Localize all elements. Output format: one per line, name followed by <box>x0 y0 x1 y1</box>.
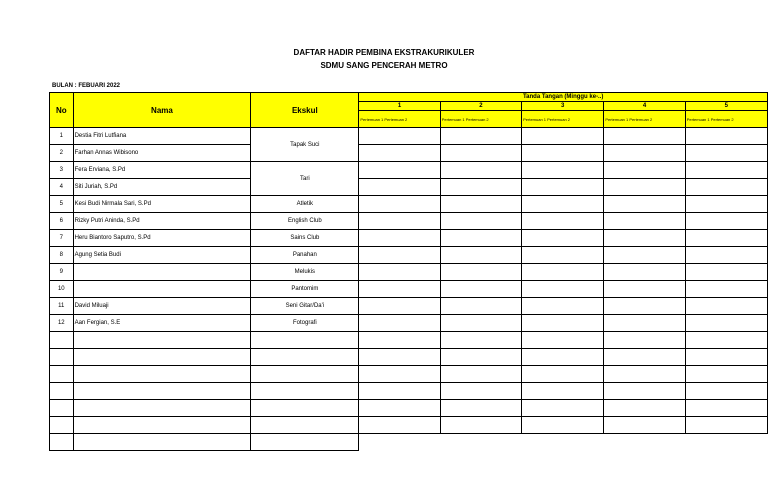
signature-cell-week-4[interactable] <box>604 196 685 213</box>
signature-cell-week-1[interactable] <box>359 315 440 332</box>
signature-cell-week-1[interactable] <box>359 264 440 281</box>
attendance-table <box>49 92 768 451</box>
signature-cell-week-3[interactable] <box>522 298 604 315</box>
table-row <box>50 162 768 179</box>
signature-cell-week-3[interactable] <box>522 247 604 264</box>
row-nama <box>73 349 251 366</box>
signature-cell-week-4[interactable] <box>604 298 685 315</box>
signature-cell-week-2[interactable] <box>440 213 521 230</box>
row-nama: Agung Setia Budi <box>73 247 251 264</box>
signature-cell-week-3[interactable] <box>522 315 604 332</box>
signature-cell-week-2[interactable] <box>440 366 521 383</box>
signature-cell-week-4[interactable] <box>604 332 685 349</box>
row-number: 7 <box>50 230 74 247</box>
signature-cell-week-1[interactable] <box>359 162 440 179</box>
row-number: 4 <box>50 179 74 196</box>
signature-cell-week-4[interactable] <box>604 162 685 179</box>
table-row <box>50 230 768 247</box>
header-no: No <box>50 93 74 128</box>
signature-cell-week-2[interactable] <box>440 179 521 196</box>
header-week-3: 3 <box>522 102 604 111</box>
row-ekskul: Tapak Suci <box>251 128 359 162</box>
row-nama: Destia Fitri Lutfiana <box>73 128 251 145</box>
signature-cell-week-2[interactable] <box>440 128 521 145</box>
signature-cell-week-1[interactable] <box>359 400 440 417</box>
signature-cell-week-4[interactable] <box>604 213 685 230</box>
row-number: 6 <box>50 213 74 230</box>
signature-cell-week-2[interactable] <box>440 400 521 417</box>
signature-cell-week-3[interactable] <box>522 400 604 417</box>
signature-cell-week-3[interactable] <box>522 383 604 400</box>
table-row <box>50 213 768 230</box>
row-ekskul <box>251 417 359 434</box>
signature-cell-week-4[interactable] <box>604 417 685 434</box>
signature-cell-week-1[interactable] <box>359 230 440 247</box>
table-row <box>50 400 768 417</box>
document-title: DAFTAR HADIR PEMBINA EKSTRAKURIKULER <box>293 48 475 57</box>
header-week-1: 1 <box>359 102 440 111</box>
signature-cell-week-4[interactable] <box>604 400 685 417</box>
table-row <box>50 366 768 383</box>
signature-cell-week-3[interactable] <box>522 128 604 145</box>
signature-cell-week-4[interactable] <box>604 230 685 247</box>
signature-cell-week-5[interactable] <box>685 349 767 366</box>
signature-cell-week-4[interactable] <box>604 128 685 145</box>
row-nama: Farhan Annas Wibisono <box>73 145 251 162</box>
signature-cell-week-1[interactable] <box>359 298 440 315</box>
table-body <box>50 93 768 451</box>
signature-cell-week-1[interactable] <box>359 349 440 366</box>
signature-cell-week-5[interactable] <box>685 366 767 383</box>
signature-cell-week-2[interactable] <box>440 383 521 400</box>
signature-cell-week-3[interactable] <box>522 332 604 349</box>
month-label: BULAN : FEBUARI 2022 <box>52 83 121 89</box>
signature-cell-week-1[interactable] <box>359 128 440 145</box>
signature-cell-week-1[interactable] <box>359 366 440 383</box>
row-number <box>50 417 74 434</box>
header-tanda-tangan: Tanda Tangan (Minggu ke-..) <box>359 93 768 102</box>
signature-cell-week-5[interactable] <box>685 417 767 434</box>
signature-cell-week-2[interactable] <box>440 298 521 315</box>
table-row <box>50 128 768 145</box>
signature-cell-week-4[interactable] <box>604 264 685 281</box>
signature-cell-week-2[interactable] <box>440 417 521 434</box>
signature-cell-week-3[interactable] <box>522 264 604 281</box>
signature-cell-week-3[interactable] <box>522 196 604 213</box>
header-ekskul: Ekskul <box>251 93 359 128</box>
signature-cell-week-2[interactable] <box>440 281 521 298</box>
signature-cell-week-3[interactable] <box>522 179 604 196</box>
signature-cell-week-2[interactable] <box>440 230 521 247</box>
row-ekskul: Pantomim <box>251 281 359 298</box>
signature-cell-week-5[interactable] <box>685 213 767 230</box>
signature-cell-week-5[interactable] <box>685 128 767 145</box>
header-nama: Nama <box>73 93 251 128</box>
row-ekskul <box>251 383 359 400</box>
header-week-4: 4 <box>604 102 685 111</box>
row-nama <box>73 281 251 298</box>
row-number <box>50 383 74 400</box>
row-nama <box>73 400 251 417</box>
signature-cell-week-2[interactable] <box>440 332 521 349</box>
signature-cell-week-2[interactable] <box>440 315 521 332</box>
school-name: SDMU SANG PENCERAH METRO <box>320 61 448 70</box>
table-row <box>50 281 768 298</box>
row-nama <box>73 383 251 400</box>
header-pertemuan-2: Pertemuan 1 Pertemuan 2 <box>440 111 521 128</box>
signature-cell-week-2[interactable] <box>440 196 521 213</box>
signature-cell-week-3[interactable] <box>522 230 604 247</box>
signature-cell-week-2[interactable] <box>440 145 521 162</box>
signature-cell-week-1[interactable] <box>359 179 440 196</box>
row-nama: Kesi Budi Nirmala Sari, S.Pd <box>73 196 251 213</box>
row-number: 8 <box>50 247 74 264</box>
signature-cell-week-3[interactable] <box>522 145 604 162</box>
row-nama: Siti Juriah, S.Pd <box>73 179 251 196</box>
row-nama: David Miluaji <box>73 298 251 315</box>
row-nama <box>73 332 251 349</box>
signature-cell-week-1[interactable] <box>359 417 440 434</box>
row-nama <box>73 366 251 383</box>
row-nama: Fera Erviana, S.Pd <box>73 162 251 179</box>
signature-cell-week-3[interactable] <box>522 281 604 298</box>
row-number: 5 <box>50 196 74 213</box>
row-ekskul: Fotografi <box>251 315 359 332</box>
signature-cell-week-5[interactable] <box>685 145 767 162</box>
signature-cell-week-4[interactable] <box>604 383 685 400</box>
signature-cell-week-3[interactable] <box>522 349 604 366</box>
header-pertemuan-1: Pertemuan 1 Pertemuan 2 <box>359 111 440 128</box>
row-number: 12 <box>50 315 74 332</box>
row-ekskul: Sains Club <box>251 230 359 247</box>
signature-cell-week-5[interactable] <box>685 264 767 281</box>
signature-cell-week-1[interactable] <box>359 383 440 400</box>
table-row <box>50 349 768 366</box>
signature-cell-week-3[interactable] <box>522 417 604 434</box>
signature-cell-week-2[interactable] <box>440 434 521 451</box>
header-pertemuan-4: Pertemuan 1 Pertemuan 2 <box>604 111 685 128</box>
row-number <box>50 332 74 349</box>
signature-cell-week-4[interactable] <box>604 179 685 196</box>
row-number: 3 <box>50 162 74 179</box>
row-nama <box>73 434 251 451</box>
row-ekskul <box>251 434 359 451</box>
signature-cell-week-5[interactable] <box>685 247 767 264</box>
row-nama: Rizky Putri Aninda, S.Pd <box>73 213 251 230</box>
signature-cell-week-2[interactable] <box>440 264 521 281</box>
signature-cell-week-1[interactable] <box>359 434 440 451</box>
table-row <box>50 417 768 434</box>
signature-cell-week-1[interactable] <box>359 281 440 298</box>
signature-cell-week-1[interactable] <box>359 213 440 230</box>
signature-cell-week-3[interactable] <box>522 434 604 451</box>
table-row <box>50 332 768 349</box>
signature-cell-week-1[interactable] <box>359 196 440 213</box>
row-number: 2 <box>50 145 74 162</box>
row-ekskul: Panahan <box>251 247 359 264</box>
signature-cell-week-3[interactable] <box>522 162 604 179</box>
row-ekskul <box>251 332 359 349</box>
row-number <box>50 349 74 366</box>
row-ekskul: English Club <box>251 213 359 230</box>
row-nama: Aan Fergian, S.E <box>73 315 251 332</box>
signature-cell-week-5[interactable] <box>685 434 767 451</box>
signature-cell-week-5[interactable] <box>685 383 767 400</box>
header-week-5: 5 <box>685 102 767 111</box>
signature-cell-week-4[interactable] <box>604 366 685 383</box>
table-row <box>50 315 768 332</box>
signature-cell-week-5[interactable] <box>685 298 767 315</box>
row-ekskul: Atletik <box>251 196 359 213</box>
table-row <box>50 179 768 196</box>
row-number <box>50 400 74 417</box>
row-nama <box>73 417 251 434</box>
signature-cell-week-2[interactable] <box>440 247 521 264</box>
signature-cell-week-4[interactable] <box>604 434 685 451</box>
signature-cell-week-4[interactable] <box>604 247 685 264</box>
header-week-2: 2 <box>440 102 521 111</box>
row-ekskul: Melukis <box>251 264 359 281</box>
row-nama <box>73 264 251 281</box>
table-row <box>50 247 768 264</box>
signature-cell-week-5[interactable] <box>685 162 767 179</box>
row-ekskul: Seni Gitar/Da'i <box>251 298 359 315</box>
table-row <box>50 298 768 315</box>
row-ekskul <box>251 400 359 417</box>
signature-cell-week-2[interactable] <box>440 162 521 179</box>
signature-cell-week-5[interactable] <box>685 179 767 196</box>
header-pertemuan-3: Pertemuan 1 Pertemuan 2 <box>522 111 604 128</box>
row-number: 10 <box>50 281 74 298</box>
signature-cell-week-5[interactable] <box>685 230 767 247</box>
signature-cell-week-5[interactable] <box>685 196 767 213</box>
signature-cell-week-3[interactable] <box>522 213 604 230</box>
row-ekskul <box>251 349 359 366</box>
signature-cell-week-5[interactable] <box>685 281 767 298</box>
table-row <box>50 264 768 281</box>
row-number: 11 <box>50 298 74 315</box>
row-number: 1 <box>50 128 74 145</box>
signature-cell-week-5[interactable] <box>685 315 767 332</box>
signature-cell-week-2[interactable] <box>440 349 521 366</box>
signature-cell-week-5[interactable] <box>685 332 767 349</box>
signature-cell-week-4[interactable] <box>604 145 685 162</box>
signature-cell-week-1[interactable] <box>359 332 440 349</box>
table-row <box>50 196 768 213</box>
signature-cell-week-4[interactable] <box>604 315 685 332</box>
signature-cell-week-3[interactable] <box>522 366 604 383</box>
signature-cell-week-4[interactable] <box>604 281 685 298</box>
signature-cell-week-1[interactable] <box>359 145 440 162</box>
row-number <box>50 366 74 383</box>
signature-cell-week-1[interactable] <box>359 247 440 264</box>
row-number: 9 <box>50 264 74 281</box>
table-row <box>50 145 768 162</box>
signature-cell-week-4[interactable] <box>604 349 685 366</box>
table-row <box>50 434 768 451</box>
row-ekskul: Tari <box>251 162 359 196</box>
signature-cell-week-5[interactable] <box>685 400 767 417</box>
row-ekskul <box>251 366 359 383</box>
row-nama: Heru Biantoro Saputro, S.Pd <box>73 230 251 247</box>
table-row <box>50 383 768 400</box>
header-pertemuan-5: Pertemuan 1 Pertemuan 2 <box>685 111 767 128</box>
row-number <box>50 434 74 451</box>
